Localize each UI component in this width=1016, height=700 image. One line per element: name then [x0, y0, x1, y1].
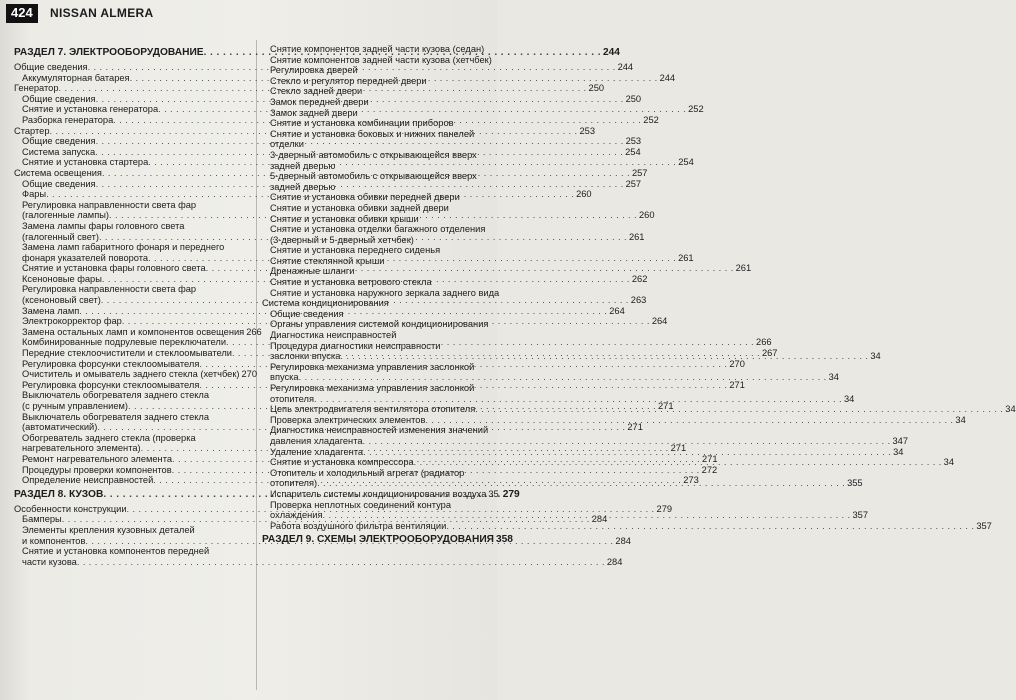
toc-entry-title: задней дверью [270, 160, 336, 171]
toc-entry [262, 97, 497, 108]
toc-page-number: 254 [678, 157, 694, 168]
toc-entry-title: Очиститель и омыватель заднего стекла (хетчбек) [22, 369, 240, 380]
toc-entry-title: Снятие и установка обивки задней двери [270, 202, 449, 213]
toc-entry-title: Общие сведения [22, 136, 96, 147]
toc-entry-title: (автоматический) [22, 422, 98, 433]
toc-page-number: 34 [828, 372, 839, 383]
toc-entry-title: Фары [22, 189, 47, 200]
toc-entry-title: охлаждения [270, 510, 323, 521]
toc-entry-title: Аккумуляторная батарея [22, 72, 130, 83]
toc-entry-title: Стекло и регулятор передней двери [270, 75, 427, 86]
toc-page-number: 34 [870, 351, 881, 362]
toc-entry-title: Снятие компонентов задней части кузова (седан) [270, 44, 485, 54]
toc-entry [262, 414, 966, 426]
toc-entry-title: Бамперы [22, 514, 62, 525]
toc-entry [14, 200, 252, 211]
toc-entry [14, 556, 623, 568]
toc-entry [262, 425, 497, 436]
toc-entry-title: Стартер [14, 125, 50, 136]
toc-leader [77, 557, 605, 568]
toc-entry [262, 309, 497, 320]
toc-page-number: 267 [761, 348, 778, 359]
toc-page-number: 347 [892, 435, 909, 446]
toc-page-number: 271 [729, 379, 745, 390]
toc-entry [262, 266, 497, 277]
toc-entry [262, 139, 497, 150]
toc-page-number: 284 [606, 556, 623, 567]
toc-entry-title: Обогреватель заднего стекла (проверка [22, 432, 196, 443]
toc-page-number: 34 [943, 457, 955, 468]
toc-entry-title: Снятие и установка стартера [22, 157, 149, 168]
toc-page-number: 264 [651, 316, 668, 327]
toc-page-number: 271 [627, 422, 643, 433]
toc-page-number: 35 [488, 488, 499, 499]
toc-entry [14, 369, 258, 380]
toc-entry-title: и компонентов [22, 535, 86, 546]
toc-entry-title: Снятие компонентов задней части кузова (хетчбек) [270, 54, 492, 65]
toc-entry [14, 284, 252, 295]
toc-entry [262, 393, 855, 405]
toc-entry-title: Замок задней двери [270, 107, 358, 118]
toc-entry-title: Комбинированные подрулевые переключатели [22, 337, 227, 348]
toc-page-number: 34 [844, 393, 855, 404]
toc-entry-title: Снятие и установка компонентов передней [22, 546, 210, 557]
toc-entry-title: Регулировка дверей [270, 65, 358, 76]
toc-entry-title: Стекло задней двери [270, 86, 363, 97]
toc-entry-title: Замена ламп [22, 305, 80, 316]
toc-entry-title: Регулировка направленности света фар [22, 284, 197, 295]
toc-entry [262, 372, 839, 383]
toc-entry [262, 108, 497, 119]
toc-section-heading [262, 533, 513, 546]
toc-entry-title: Снятие и установка переднего сиденья [270, 245, 441, 256]
toc-entry-title: Замена остальных ламп и компонентов освещения [22, 326, 245, 337]
toc-entry [262, 192, 497, 203]
toc-entry-title: 5-дверный автомобиль с открывающейся вверх [270, 171, 477, 182]
toc-entry [262, 44, 497, 55]
toc-entry [14, 221, 252, 232]
toc-entry-title: Снятие и установка обивки передней двери [270, 192, 460, 203]
toc-leader [425, 415, 953, 426]
toc-leader [363, 436, 891, 447]
toc-entry-title: заслонки впуска [270, 351, 341, 362]
toc-entry-title: Проверка неплотных соединений контура [270, 499, 452, 510]
page-number: 424 [6, 4, 38, 23]
toc-entry-title: Регулировка механизма управления заслонкой [270, 361, 475, 372]
toc-entry [262, 435, 909, 447]
toc-entry-title: Снятие и установка отделки багажного отделения [270, 224, 486, 235]
toc-entry-title: отопителя) [270, 478, 318, 489]
toc-page-number: 253 [625, 136, 642, 147]
toc-entry-title: Регулировка форсунки стеклоомывателя [22, 379, 200, 390]
toc-entry-title: Органы управления системой кондиционирования [270, 319, 489, 330]
toc-page-number: 257 [631, 167, 648, 178]
toc-entry [262, 86, 497, 97]
toc-leader [299, 372, 827, 383]
toc-entry-title: Общие сведения [22, 93, 96, 104]
toc-page-number: 270 [729, 358, 745, 369]
toc-entry [262, 341, 497, 352]
toc-page-number: 270 [241, 369, 258, 380]
toc-page-number: 262 [631, 273, 648, 284]
toc-entry-title: Снятие и установка генератора [22, 104, 159, 115]
toc-entry [262, 287, 500, 299]
toc-leader [363, 447, 891, 458]
toc-entry [262, 224, 497, 235]
toc-entry [262, 468, 497, 479]
toc-page-number: 261 [678, 252, 694, 263]
toc-entry [14, 412, 252, 423]
toc-entry [262, 245, 497, 256]
toc-page-number: 253 [579, 125, 596, 136]
toc-page-number: 271 [702, 453, 718, 464]
toc-page-number: 264 [609, 305, 625, 316]
toc-entry-title: Система кондиционирования [262, 298, 389, 309]
toc-page-number: 252 [688, 104, 704, 115]
toc-entry-title: отопителя [270, 393, 314, 404]
toc-entry-title: Выключатель обогревателя заднего стекла [22, 411, 210, 422]
toc-entry-title: Замок передней двери [270, 96, 369, 107]
toc-entry-title: Дренажные шланги [270, 266, 355, 277]
toc-page-number: 254 [625, 146, 641, 157]
toc-entry-title: Общие сведения [14, 62, 88, 72]
toc-entry-title: Процедуры проверки компонентов [22, 464, 172, 475]
toc-entry-title: впуска [270, 372, 299, 383]
toc-entry-title: Снятие и установка наружного зеркала заднего вида [270, 287, 500, 298]
toc-entry-title: Замена ламп габаритного фонаря и переднего [22, 242, 225, 253]
toc-page-number: 250 [625, 93, 642, 104]
toc-page-number: 271 [670, 443, 687, 454]
toc-entry-title: Снятие и установка фары головного света [22, 263, 206, 274]
toc-entry-title: Снятие и установка боковых и нижних панелей [270, 128, 475, 139]
toc-page-number: 34 [1005, 404, 1016, 415]
toc-entry [262, 319, 497, 330]
toc-entry-title: РАЗДЕЛ 7. ЭЛЕКТРООБОРУДОВАНИЕ [14, 47, 204, 58]
toc-entry-title: Электрокорректор фар [22, 316, 122, 327]
toc-entry-title: РАЗДЕЛ 9. СХЕМЫ ЭЛЕКТРООБОРУДОВАНИЯ [262, 534, 494, 546]
toc-entry [262, 383, 497, 394]
toc-page-number: 34 [893, 446, 904, 457]
toc-entry-title: Испаритель системы кондиционирования воздуха [270, 488, 487, 499]
toc-entry-title: Система запуска [22, 146, 96, 157]
toc-page-number: 273 [683, 475, 699, 486]
toc-entry [262, 55, 497, 66]
toc-entry-title: Ксеноновые фары [22, 273, 102, 284]
toc-entry-title: Генератор [14, 83, 59, 94]
toc-page-number: 252 [643, 114, 659, 125]
toc-entry-title: Удаление хладагента [270, 446, 364, 457]
toc-entry-title: РАЗДЕЛ 8. КУЗОВ [14, 488, 104, 500]
toc-entry-title: Общие сведения [22, 178, 96, 189]
toc-page-number: 261 [735, 263, 752, 274]
toc-page-number: 260 [639, 210, 655, 221]
toc-entry-title: Снятие и установка комбинации приборов [270, 118, 454, 129]
toc-entry-title: отделки [270, 139, 304, 150]
toc-entry [262, 129, 497, 140]
toc-page-number: 261 [628, 231, 645, 242]
toc-page-number: 358 [495, 534, 513, 546]
toc-page-number: 244 [659, 72, 676, 83]
toc-entry-title: Проверка электрических элементов [270, 414, 426, 425]
toc-entry-title: Отопитель и холодильный агрегат (радиатор [270, 467, 465, 478]
toc-page-number: 244 [602, 47, 620, 58]
toc-entry-title: Элементы крепления кузовных деталей [22, 524, 195, 535]
toc-entry-title: Цепь электродвигателя вентилятора отопителя [270, 404, 476, 415]
toc-entry-title: давления хладагента [270, 435, 363, 446]
toc-entry-title: Снятие и установка обивки крыши [270, 213, 419, 224]
toc-entry-title: нагревательного элемента) [22, 443, 141, 454]
toc-page-number: 284 [615, 535, 631, 546]
toc-entry [262, 500, 497, 511]
toc-entry [14, 390, 252, 401]
toc-page-number: 279 [656, 503, 673, 514]
toc-entry [14, 433, 252, 444]
toc-entry-title: фонаря указателей поворота [22, 252, 149, 263]
toc-entry-title: (галогенные лампы) [22, 210, 110, 221]
toc-entry-title: (с ручным управлением) [22, 401, 129, 411]
toc-page-number: 257 [625, 178, 642, 189]
toc-page-number: 263 [630, 295, 647, 306]
toc-entry [262, 520, 992, 532]
toc-entry-title: Система освещения [14, 167, 102, 178]
toc-entry [262, 235, 497, 246]
toc-page-number: 355 [847, 478, 863, 489]
toc-entry-title: Снятие и установка ветрового стекла [270, 277, 432, 288]
book-title: NISSAN ALMERA [50, 6, 154, 20]
toc-entry-title: (ксеноновый свет) [22, 295, 101, 306]
toc-entry-title: (3-дверный и 5-дверный хетчбек) [270, 234, 414, 245]
toc-page-number: 34 [955, 414, 966, 425]
toc-leader [323, 510, 851, 521]
toc-entry-title: Снятие и установка компрессора [270, 457, 414, 468]
toc-entry-title: Работа воздушного фильтра вентиляции [270, 520, 447, 531]
toc-entry [262, 362, 497, 373]
toc-entry-title: Снятие стеклянной крыши [270, 255, 385, 266]
toc-entry-title: Процедура диагностики неисправности [270, 340, 441, 351]
toc-page-number: 244 [617, 62, 634, 72]
toc-entry [14, 326, 262, 338]
toc-entry-title: Общие сведения [270, 308, 344, 319]
toc-entry-title: (галогенный свет) [22, 231, 99, 242]
toc-entry-title: Регулировка направленности света фар [22, 199, 197, 210]
toc-leader [475, 404, 1003, 415]
toc-entry-title: Разборка генератора [22, 114, 114, 125]
toc-entry [262, 65, 497, 76]
toc-entry [262, 277, 497, 288]
toc-entry-title: Особенности конструкции [14, 503, 127, 514]
toc-entry-title: Регулировка механизма управления заслонкой [270, 383, 475, 393]
toc-entry-title: задней дверью [270, 181, 336, 192]
toc-entry [262, 203, 497, 214]
toc-leader [414, 457, 942, 468]
toc-entry [262, 76, 497, 87]
toc-entry-title: Определение неисправностей [22, 475, 154, 486]
toc-entry-title: Выключатель обогревателя заднего стекла [22, 390, 210, 401]
toc-entry-title: Диагностика неисправностей изменения значений [270, 425, 489, 436]
toc-entry [262, 150, 497, 161]
toc-entry [14, 525, 252, 536]
toc-entry [14, 546, 252, 557]
toc-page-number: 266 [756, 337, 772, 348]
toc-page-number: 357 [976, 520, 992, 531]
toc-page-number: 279 [502, 488, 520, 500]
toc-page-number: 272 [701, 464, 718, 475]
toc-entry-title: 3-дверный автомобиль с открывающейся вверх [270, 149, 477, 160]
toc-entry [262, 161, 497, 172]
toc-leader [314, 394, 842, 405]
toc-entry [262, 171, 497, 182]
toc-entry [262, 214, 497, 225]
toc-entry [262, 118, 497, 129]
toc-entry-title: Диагностика неисправностей [270, 330, 397, 341]
toc-entry [262, 298, 497, 309]
toc-leader [317, 478, 845, 489]
toc-entry [262, 489, 497, 500]
toc-page-number: 260 [576, 189, 592, 200]
toc-entry-title: Передние стеклоочистители и стеклоомыватели [22, 348, 232, 359]
toc-leader [340, 351, 868, 362]
toc-entry-title: части кузова [22, 556, 77, 567]
toc-entry [262, 330, 497, 341]
toc-entry-title: Регулировка форсунки стеклоомывателя [22, 358, 200, 369]
toc-entry [14, 242, 252, 253]
toc-page-number: 266 [246, 326, 262, 337]
toc-page-number: 357 [852, 510, 869, 521]
toc-page-number: 250 [588, 83, 605, 94]
toc-page-number: 284 [591, 514, 608, 525]
toc-entry-title: Ремонт нагревательного элемента [22, 453, 173, 464]
toc-leader [446, 521, 974, 532]
toc-entry [262, 256, 497, 267]
toc-entry [262, 182, 497, 193]
toc-page-number: 271 [658, 401, 674, 411]
toc-entry-title: Замена лампы фары головного света [22, 220, 185, 231]
